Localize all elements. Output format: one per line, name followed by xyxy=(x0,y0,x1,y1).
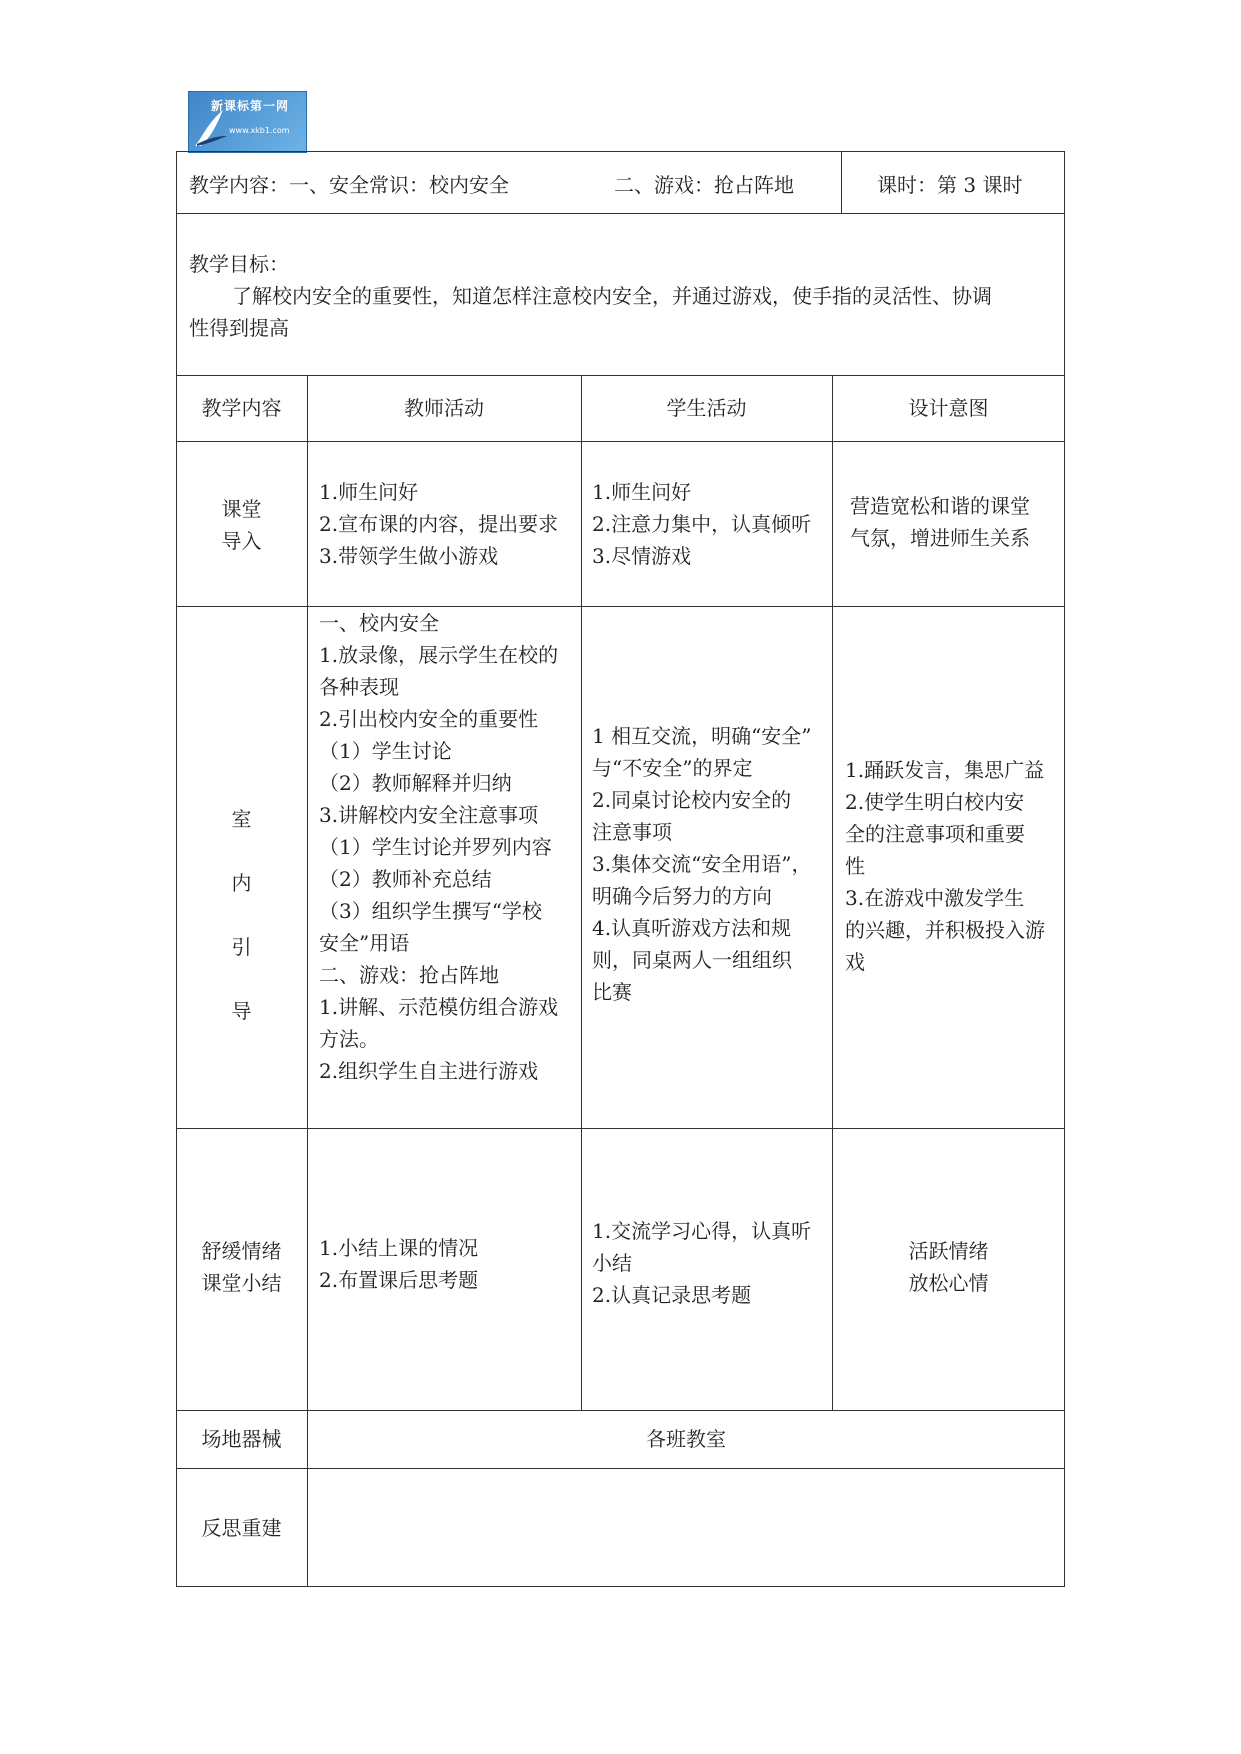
student-activity: 1.交流学习心得，认真听 小结 2.认真记录思考题 xyxy=(592,1219,812,1307)
objectives-text: 性得到提高 xyxy=(189,316,289,340)
design-intent: 营造宽松和谐的课堂 气氛，增进师生关系 xyxy=(850,494,1030,550)
stage-cell: 课堂 导入 xyxy=(221,497,262,553)
objectives-text: 了解校内安全的重要性，知道怎样注意校内安全，并通过游戏，使手指的灵活性、协调 xyxy=(232,284,992,308)
row-divider xyxy=(176,606,1065,607)
equipment-value: 各班教室 xyxy=(646,1427,726,1451)
column-divider xyxy=(841,151,842,213)
stage-cell: 舒缓情绪 课堂小结 xyxy=(201,1239,282,1295)
header-content: 教学内容：一、安全常识：校内安全 xyxy=(189,173,509,197)
stage-cell: 室 内 引 导 xyxy=(231,807,252,1023)
design-intent: 活跃情绪 放松心情 xyxy=(908,1239,989,1295)
teacher-activity: 1.师生问好 2.宣布课的内容，提出要求 3.带领学生做小游戏 xyxy=(319,480,559,568)
reflection-value[interactable] xyxy=(307,1468,1065,1587)
reflection-label: 反思重建 xyxy=(201,1515,282,1540)
row-divider xyxy=(176,1128,1065,1129)
site-logo xyxy=(188,91,307,153)
header-period: 课时：第 3 课时 xyxy=(877,173,1023,197)
objectives xyxy=(189,248,1049,344)
column-header: 学生活动 xyxy=(666,396,747,420)
column-divider xyxy=(307,375,308,1587)
row-divider xyxy=(176,213,1065,214)
teacher-activity: 1.小结上课的情况 2.布置课后思考题 xyxy=(319,1236,479,1292)
column-header: 教师活动 xyxy=(404,396,484,420)
design-intent: 1.踊跃发言，集思广益 2.使学生明白校内安 全的注意事项和重要 性 3.在游戏中激发学生 的兴趣，并积极投入游 戏 xyxy=(845,758,1045,974)
column-header: 教学内容 xyxy=(201,396,282,420)
logo-brand-text: 新课标第一网 xyxy=(211,99,290,113)
header-content-part2: 二、游戏：抢占阵地 xyxy=(614,173,794,197)
student-activity: 1.师生问好 2.注意力集中，认真倾听 3.尽情游戏 xyxy=(592,480,812,568)
equipment-label: 场地器械 xyxy=(201,1427,282,1451)
row-divider xyxy=(176,441,1065,442)
student-activity: 1 相互交流，明确“安全” 与“不安全”的界定 2.同桌讨论校内安全的 注意事项 3.集体交流“安全用语”， 明确今后努力的方向 4.认真听游戏方法和规 则，同桌两人一组组织 比赛 xyxy=(592,724,812,1004)
column-divider xyxy=(581,375,582,1410)
logo-url-text: www.xkb1.com xyxy=(229,126,290,135)
teacher-activity: 一、校内安全 1.放录像，展示学生在校的 各种表现 2.引出校内安全的重要性 （1）学生讨论 （2）教师解释并归纳 3.讲解校内安全注意事项 （1）学生讨论并罗列内容 （2）教师补充总结 （3）组织学生撰写“学校 安全”用语 二、游戏：抢占阵地 1.讲解、示范模仿组合游戏 方法。 2.组织学生自主进行游戏 xyxy=(319,611,559,1083)
objectives-label: 教学目标： xyxy=(189,252,289,276)
column-header: 设计意图 xyxy=(908,396,989,420)
